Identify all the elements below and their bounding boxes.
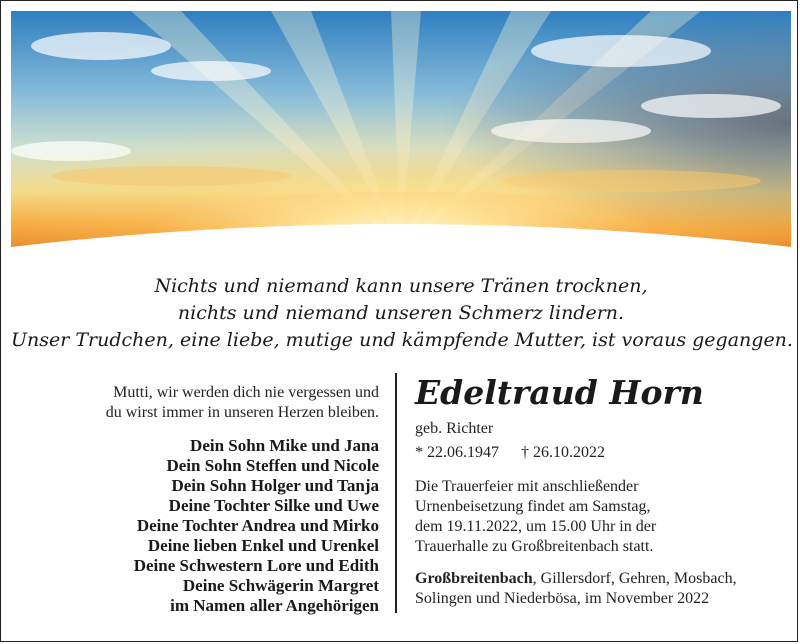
column-divider xyxy=(395,373,397,613)
mourner: Deine Tochter Silke und Uwe xyxy=(168,496,379,515)
deceased-column xyxy=(415,373,785,609)
birth-date: * 22.06.1947 xyxy=(415,444,499,461)
place-list: , Gillersdorf, Gehren, Mosbach, xyxy=(532,570,737,587)
service-line: dem 19.11.2022, um 15.00 Uhr in der xyxy=(415,518,657,535)
mourners-column xyxy=(21,383,379,616)
poem-line: nichts und niemand unseren Schmerz lindern. xyxy=(177,302,625,324)
sunrise-image xyxy=(11,11,791,261)
farewell-line: Mutti, wir werden dich nie vergessen und xyxy=(113,384,379,401)
mourner: Deine Schwägerin Margret xyxy=(182,576,379,595)
poem-line: Unser Trudchen, eine liebe, mutige und kämpfende Mutter, ist voraus gegangen. xyxy=(11,329,793,351)
death-date: † 26.10.2022 xyxy=(521,444,605,461)
farewell-line: du wirst immer in unseren Herzen bleiben. xyxy=(105,404,379,421)
mourner: Deine Tochter Andrea und Mirko xyxy=(136,516,379,535)
life-dates xyxy=(415,443,785,463)
service-notice xyxy=(415,477,785,557)
service-line: Die Trauerfeier mit anschließender xyxy=(415,478,639,495)
place-name: Großbreitenbach xyxy=(415,570,533,587)
poem xyxy=(11,273,791,354)
mourner: im Namen aller Angehörigen xyxy=(170,596,379,615)
place-date-line: Solingen und Niederbösa, im November 2022 xyxy=(415,590,710,607)
birth-name: geb. Richter xyxy=(415,420,494,437)
service-line: Trauerhalle zu Großbreitenbach statt. xyxy=(415,538,654,555)
deceased-name: Edeltraud Horn xyxy=(415,373,704,412)
service-line: Urnenbeisetzung findet am Samstag, xyxy=(415,498,651,515)
mourners-list xyxy=(21,436,379,616)
mourner: Deine lieben Enkel und Urenkel xyxy=(147,536,379,555)
mourner: Dein Sohn Steffen und Nicole xyxy=(166,456,379,475)
farewell-message xyxy=(21,383,379,423)
mourner: Dein Sohn Mike und Jana xyxy=(190,436,379,455)
place-and-date xyxy=(415,569,785,609)
mourner: Deine Schwestern Lore und Edith xyxy=(133,556,379,575)
poem-line: Nichts und niemand kann unsere Tränen trocknen, xyxy=(154,275,648,297)
mourner: Dein Sohn Holger und Tanja xyxy=(171,476,379,495)
